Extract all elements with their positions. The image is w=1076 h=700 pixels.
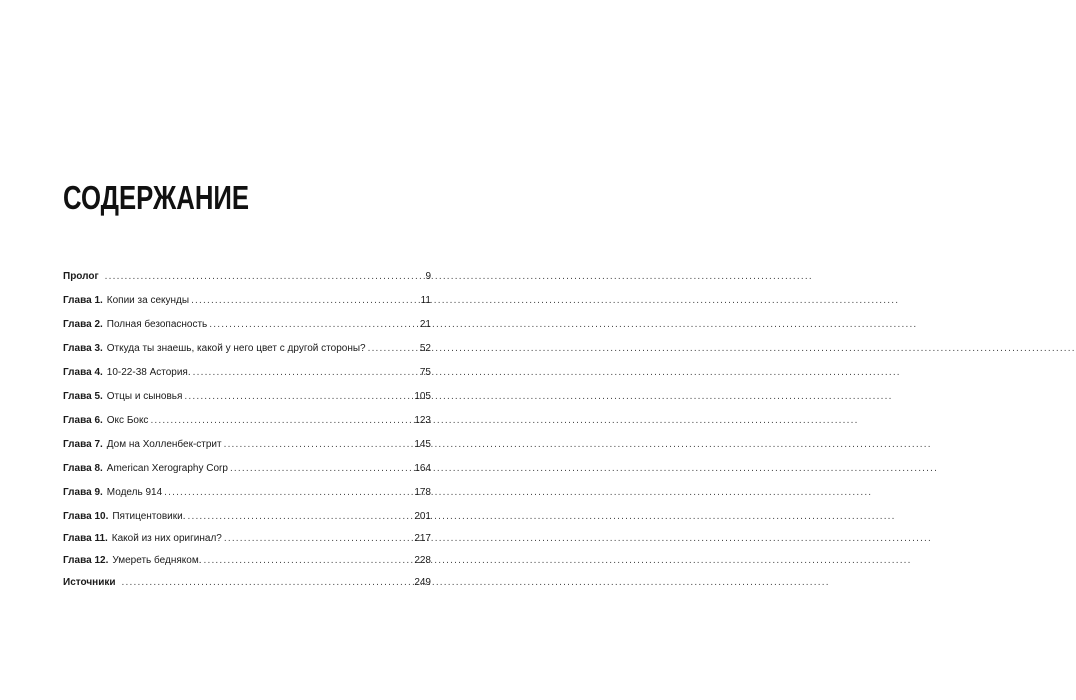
toc-leader-dots [230,462,412,476]
book-page [0,0,486,700]
toc-entry-page: 123 [414,415,431,426]
toc-entry-label: Глава 12. [63,555,109,566]
toc-entry-chapter-6[interactable] [63,414,431,438]
table-of-contents [63,270,431,598]
toc-entry-title: Пятицентовики. [112,511,186,522]
toc-entry-page: 11 [420,295,431,306]
toc-leader-dots [193,366,418,380]
toc-entry-prologue[interactable] [63,270,431,294]
toc-entry-page: 228 [414,555,431,566]
toc-entry-title: Какой из них оригинал? [111,533,222,544]
toc-entry-chapter-1[interactable] [63,294,431,318]
toc-leader-dots [164,486,412,500]
toc-entry-label: Источники [63,577,116,588]
toc-entry-label: Глава 10. [63,511,109,522]
toc-leader-dots [187,510,412,524]
toc-entry-title: Умереть бедняком. [112,555,202,566]
toc-leader-dots [150,414,412,428]
toc-entry-label: Глава 9. [63,487,103,498]
toc-entry-label: Глава 11. [63,533,108,544]
toc-entry-page: 217 [414,533,431,544]
toc-entry-chapter-4[interactable] [63,366,431,390]
toc-leader-dots [224,532,412,546]
toc-leader-dots [368,342,418,356]
toc-entry-chapter-7[interactable] [63,438,431,462]
toc-entry-page: 105 [414,391,431,402]
toc-entry-label: Глава 6. [63,415,103,426]
toc-entry-label: Глава 2. [63,319,103,330]
toc-entry-page: 9 [425,271,431,282]
toc-entry-title: Окс Бокс [106,415,149,426]
toc-entry-label: Глава 5. [63,391,103,402]
toc-entry-title: Полная безопасность [106,319,208,330]
toc-entry-page: 21 [419,319,431,330]
toc-leader-dots [184,390,412,404]
toc-entry-label: Глава 4. [63,367,103,378]
toc-entry-label: Глава 1. [63,295,103,306]
toc-entry-page: 249 [414,577,431,588]
toc-entry-page: 201 [414,511,431,522]
toc-leader-dots [191,294,419,308]
toc-entry-chapter-5[interactable] [63,390,431,414]
toc-leader-dots [105,270,424,284]
toc-entry-chapter-3[interactable] [63,342,431,366]
toc-entry-title: Отцы и сыновья [106,391,183,402]
toc-entry-chapter-11[interactable] [63,532,431,554]
toc-entry-label: Глава 8. [63,463,103,474]
toc-entry-title: 10-22-38 Астория. [106,367,191,378]
toc-leader-dots [122,576,413,590]
toc-entry-sources[interactable] [63,576,431,598]
toc-entry-chapter-10[interactable] [63,510,431,532]
toc-entry-chapter-9[interactable] [63,486,431,510]
toc-entry-chapter-2[interactable] [63,318,431,342]
toc-entry-page: 178 [414,487,431,498]
toc-leader-dots [209,318,418,332]
toc-entry-page: 52 [419,343,431,354]
toc-entry-page: 75 [419,367,431,378]
toc-entry-page: 164 [414,463,431,474]
toc-entry-page: 145 [414,439,431,450]
toc-entry-label: Глава 3. [63,343,103,354]
toc-entry-title: American Xerography Corp [106,463,228,474]
toc-leader-dots [224,438,413,452]
toc-leader-dots [203,554,412,568]
toc-entry-title: Модель 914 [106,487,163,498]
toc-entry-label: Глава 7. [63,439,103,450]
toc-entry-chapter-8[interactable] [63,462,431,486]
page-title: СОДЕРЖАНИЕ [63,179,250,216]
toc-entry-title: Копии за секунды [106,295,190,306]
toc-entry-title: Дом на Холленбек-стрит [106,439,222,450]
toc-entry-label: Пролог [63,271,99,282]
toc-entry-title: Откуда ты знаешь, какой у него цвет с другой стороны? [106,343,366,354]
toc-entry-chapter-12[interactable] [63,554,431,576]
